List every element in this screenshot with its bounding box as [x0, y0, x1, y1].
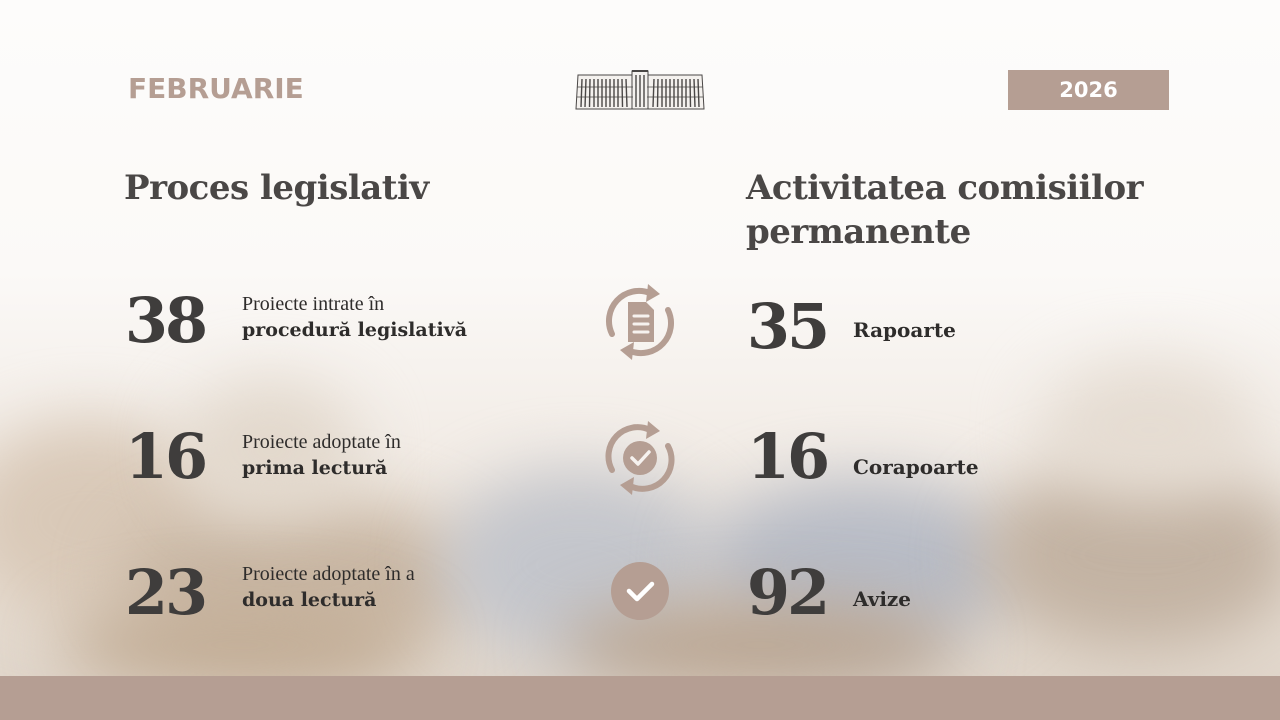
footer-bar [0, 676, 1280, 720]
stat-desc-line1: Proiecte adoptate în a [242, 563, 415, 585]
section-title-line2: permanente [746, 212, 971, 252]
stat-value-first-reading: 16 [124, 420, 206, 493]
check-circle-icon [609, 560, 671, 626]
stat-label-reports: Rapoarte [853, 318, 956, 342]
stat-value-reports: 35 [746, 290, 828, 363]
stat-desc-projects-entered [242, 291, 467, 343]
year-badge: 2026 [1008, 70, 1169, 110]
stat-label-opinions: Avize [853, 587, 912, 611]
document-cycle-icon [598, 280, 682, 368]
section-title-line1: Activitatea comisiilor [746, 168, 1144, 208]
stat-desc-line1: Proiecte adoptate în [242, 431, 401, 453]
stat-desc-first-reading [242, 429, 401, 481]
stat-desc-line1: Proiecte intrate în [242, 293, 385, 315]
stat-value-coreports: 16 [746, 420, 828, 493]
stat-desc-line2: prima lectură [242, 457, 388, 479]
stat-value-second-reading: 23 [124, 556, 206, 629]
check-cycle-icon [600, 418, 680, 502]
stat-desc-line2: doua lectură [242, 589, 377, 611]
stat-label-coreports: Corapoarte [853, 455, 979, 479]
section-title-committees [746, 166, 1143, 254]
stat-desc-line2: procedură legislativă [242, 319, 468, 341]
stat-value-opinions: 92 [746, 556, 828, 629]
stat-desc-second-reading [242, 561, 415, 613]
parliament-building-logo [574, 67, 706, 115]
section-title-legislative: Proces legislativ [124, 168, 429, 208]
stat-value-projects-entered: 38 [124, 284, 206, 357]
month-label: FEBRUARIE [128, 72, 304, 105]
